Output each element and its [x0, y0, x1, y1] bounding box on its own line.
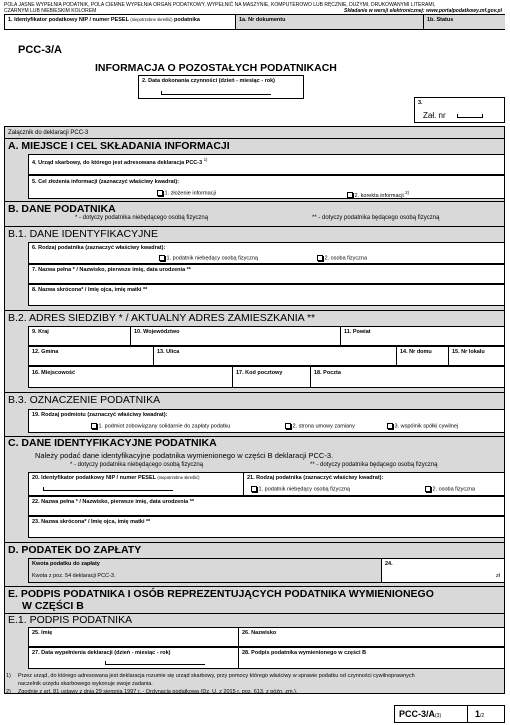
- field-14-house-number[interactable]: 14. Nr domu: [400, 349, 432, 355]
- signature-date-row: [28, 647, 505, 669]
- section-d-title: D. PODATEK DO ZAPŁATY: [8, 544, 142, 556]
- field-6-type: [28, 242, 505, 264]
- field-19-label: 19. Rodzaj podmiotu (zaznaczyć właściwy kwadrat):: [32, 412, 168, 418]
- tax-amount-row: [28, 558, 505, 583]
- option-correction[interactable]: 2. korekta informacji $^{2)}$: [347, 190, 409, 199]
- field-22-full-name[interactable]: 22. Nazwa pełna * / Nazwisko, pierwsze imię, data urodzenia **: [28, 496, 505, 516]
- field-4-label: 4. Urząd skarbowy, do którego jest adresowana deklaracja PCC-3 $^{1)}$: [32, 157, 208, 166]
- fill-date-ticks[interactable]: [105, 661, 205, 665]
- option-exchange-party[interactable]: 2. strona umowy zamiany: [285, 423, 355, 429]
- option-jointly-liable[interactable]: 1. podmiot zobowiązany solidarnie do zapłaty podatku: [91, 423, 230, 429]
- section-e1-title: E.1. PODPIS PODATNIKA: [8, 614, 133, 626]
- attachment-note: Załącznik do deklaracji PCC-3: [8, 130, 89, 136]
- field-17-postal-code[interactable]: 17. Kod pocztowy: [236, 370, 283, 376]
- address-row-3: [28, 366, 505, 388]
- field-26-surname[interactable]: 26. Nazwisko: [242, 630, 277, 636]
- header-instructions-2: CZARNYM LUB NIEBIESKIM KOLOREM: [4, 8, 97, 14]
- tax-amount-row-label: Kwota z poz. 54 deklaracji PCC-3.: [32, 573, 116, 579]
- field-27-label: 27. Data wypełnienia deklaracji (dzień - miesiąc - rok): [32, 650, 171, 656]
- field-20-label[interactable]: 20. Identyfikator podatkowy NIP / numer PESEL (niepotrzebne skreślić): [32, 475, 200, 481]
- option-not-natural-person[interactable]: 1. podatnik niebędący osobą fizyczną: [159, 255, 258, 261]
- field-5-label: 5. Cel złożenia informacji (zaznaczyć właściwy kwadrat):: [32, 179, 180, 185]
- footnote-1-text-2: naczelnik urzędu skarbowego wykonuje swoje zadania.: [18, 681, 153, 687]
- field-7-full-name[interactable]: 7. Nazwa pełna * / Nazwisko, pierwsze imię, data urodzenia **: [28, 264, 505, 284]
- section-b-note-right: ** - dotyczy podatnika będącego osobą fizyczną: [312, 215, 440, 221]
- field-24-tax-amount[interactable]: 24. zł: [382, 559, 504, 582]
- section-e-title-2: W CZĘŚCI B: [22, 600, 84, 612]
- field-18-post-office[interactable]: 18. Poczta: [314, 370, 341, 376]
- top-id-row: [4, 14, 505, 30]
- page-footer: [394, 705, 505, 723]
- section-b1-title: B.1. DANE IDENTYFIKACYJNE: [8, 228, 158, 240]
- footnote-2-mark: 2): [6, 689, 11, 695]
- checkbox-icon[interactable]: [91, 423, 97, 429]
- section-c-note-right: ** - dotyczy podatnika będącego osobą fizyczną: [310, 462, 438, 468]
- field-1-label: 1. Identyfikator podatkowy NIP / numer PESEL (niepotrzebne skreślić) podatnika: [8, 17, 200, 23]
- section-c-note-left: * - dotyczy podatnika niebędącego osobą fizyczną: [70, 462, 204, 468]
- section-c-id-row: [28, 472, 505, 496]
- field-16-city[interactable]: 16. Miejscowość: [32, 370, 76, 376]
- field-9-country[interactable]: 9. Kraj: [32, 329, 49, 335]
- section-b2-title: B.2. ADRES SIEDZIBY * / AKTUALNY ADRES ZAMIESZKANIA **: [8, 312, 316, 324]
- section-b3-title: B.3. OZNACZENIE PODATNIKA: [8, 394, 161, 406]
- nip-input-ticks[interactable]: [43, 487, 173, 491]
- field-21-label: 21. Rodzaj podatnika (zaznaczyć właściwy kwadrat):: [247, 475, 384, 481]
- checkbox-icon[interactable]: [251, 486, 257, 492]
- field-4-office[interactable]: [28, 154, 505, 175]
- footnote-1-text: Przez urząd, do którego adresowana jest deklaracja rozumie się urząd skarbowy, przy pomocy którego właściwy w sprawie podatku od czynności cywilnoprawnych: [18, 673, 415, 679]
- field-13-street[interactable]: 13. Ulica: [157, 349, 180, 355]
- address-row-2: [28, 346, 505, 366]
- checkbox-icon[interactable]: [347, 192, 353, 198]
- currency-label: zł: [496, 573, 500, 579]
- address-row-1: [28, 326, 505, 346]
- checkbox-icon[interactable]: [157, 190, 163, 196]
- section-c-intro: Należy podać dane identyfikacyjne podatnika wymienionego w części B deklaracji PCC-3.: [35, 451, 334, 460]
- option-c-natural-person[interactable]: 2. osoba fizyczna: [425, 486, 475, 492]
- field-19-entity-type: [28, 409, 505, 433]
- checkbox-icon[interactable]: [317, 255, 323, 261]
- field-3-box[interactable]: [414, 97, 505, 123]
- field-2-label: 2. Data dokonania czynności (dzień - miesiąc - rok): [142, 78, 275, 84]
- field-11-county[interactable]: 11. Powiat: [344, 329, 371, 335]
- section-b-title: B. DANE PODATNIKA: [8, 203, 116, 215]
- field-1a-label: 1a. Nr dokumentu: [239, 17, 286, 23]
- attachment-number-label: Zał. nr: [423, 111, 446, 120]
- form-title: INFORMACJA O POZOSTAŁYCH PODATNIKACH: [95, 62, 337, 74]
- footnote-1-mark: 1): [6, 673, 11, 679]
- field-23-short-name[interactable]: 23. Nazwa skrócona* / Imię ojca, imię matki **: [28, 516, 505, 538]
- tax-amount-column-label: Kwota podatku do zapłaty: [32, 561, 100, 567]
- form-code: PCC-3/A: [18, 44, 63, 56]
- option-partner[interactable]: 3. wspólnik spółki cywilnej: [387, 423, 458, 429]
- field-6-label: 6. Rodzaj podatnika (zaznaczyć właściwy kwadrat):: [32, 245, 166, 251]
- option-natural-person[interactable]: 2. osoba fizyczna: [317, 255, 367, 261]
- header-instructions: POLA JASNE WYPEŁNIA PODATNIK, POLA CIEMNE WYPEŁNIA ORGAN PODATKOWY. WYPEŁNIĆ NA MASZYNIE, KOMPUTEROWO LUB RĘCZNIE, DUŻYMI, DRUKOWANYMI LITERAMI,: [4, 2, 436, 8]
- signature-name-row: [28, 627, 505, 647]
- section-e-title: E. PODPIS PODATNIKA I OSÓB REPREZENTUJĄCYCH PODATNIKA WYMIENIONEGO: [8, 588, 434, 600]
- option-submission[interactable]: 1. złożenie informacji: [157, 190, 216, 196]
- checkbox-icon[interactable]: [159, 255, 165, 261]
- field-10-voivodeship[interactable]: 10. Województwo: [134, 329, 180, 335]
- page-number: 1/2: [475, 709, 485, 719]
- section-b-note-left: * - dotyczy podatnika niebędącego osobą fizyczną: [75, 215, 209, 221]
- checkbox-icon[interactable]: [425, 486, 431, 492]
- field-28-signature[interactable]: 28. Podpis podatnika wymienionego w części B: [242, 650, 367, 656]
- field-25-first-name[interactable]: 25. Imię: [32, 630, 53, 636]
- footer-form-code: PCC-3/A(3): [399, 709, 442, 719]
- footnote-2-text: Zgodnie z art. 81 ustawy z dnia 29 sierpnia 1997 r. - Ordynacja podatkowa (Dz. U. z 2015 r. poz. 613, z późn. zm.).: [18, 689, 298, 695]
- section-c-title: C. DANE IDENTYFIKACYJNE PODATNIKA: [8, 437, 217, 449]
- electronic-submission-note: Składanie w wersji elektronicznej: www.portalpodatkowy.mf.gov.pl: [344, 8, 502, 14]
- field-3-label: 3.: [418, 100, 423, 106]
- checkbox-icon[interactable]: [285, 423, 291, 429]
- checkbox-icon[interactable]: [387, 423, 393, 429]
- field-1b-label: 1b. Status: [427, 17, 454, 23]
- field-2-date-box[interactable]: [138, 75, 304, 99]
- field-15-flat-number[interactable]: 15. Nr lokalu: [452, 349, 485, 355]
- date-input-ticks: [161, 91, 271, 95]
- field-12-commune[interactable]: 12. Gmina: [32, 349, 59, 355]
- section-a-title: A. MIEJSCE I CEL SKŁADANIA INFORMACJI: [8, 140, 230, 152]
- field-5-purpose: [28, 175, 505, 199]
- option-c-not-natural-person[interactable]: 1. podatnik niebędący osobą fizyczną: [251, 486, 350, 492]
- field-8-short-name[interactable]: 8. Nazwa skrócona* / Imię ojca, imię matki **: [28, 284, 505, 306]
